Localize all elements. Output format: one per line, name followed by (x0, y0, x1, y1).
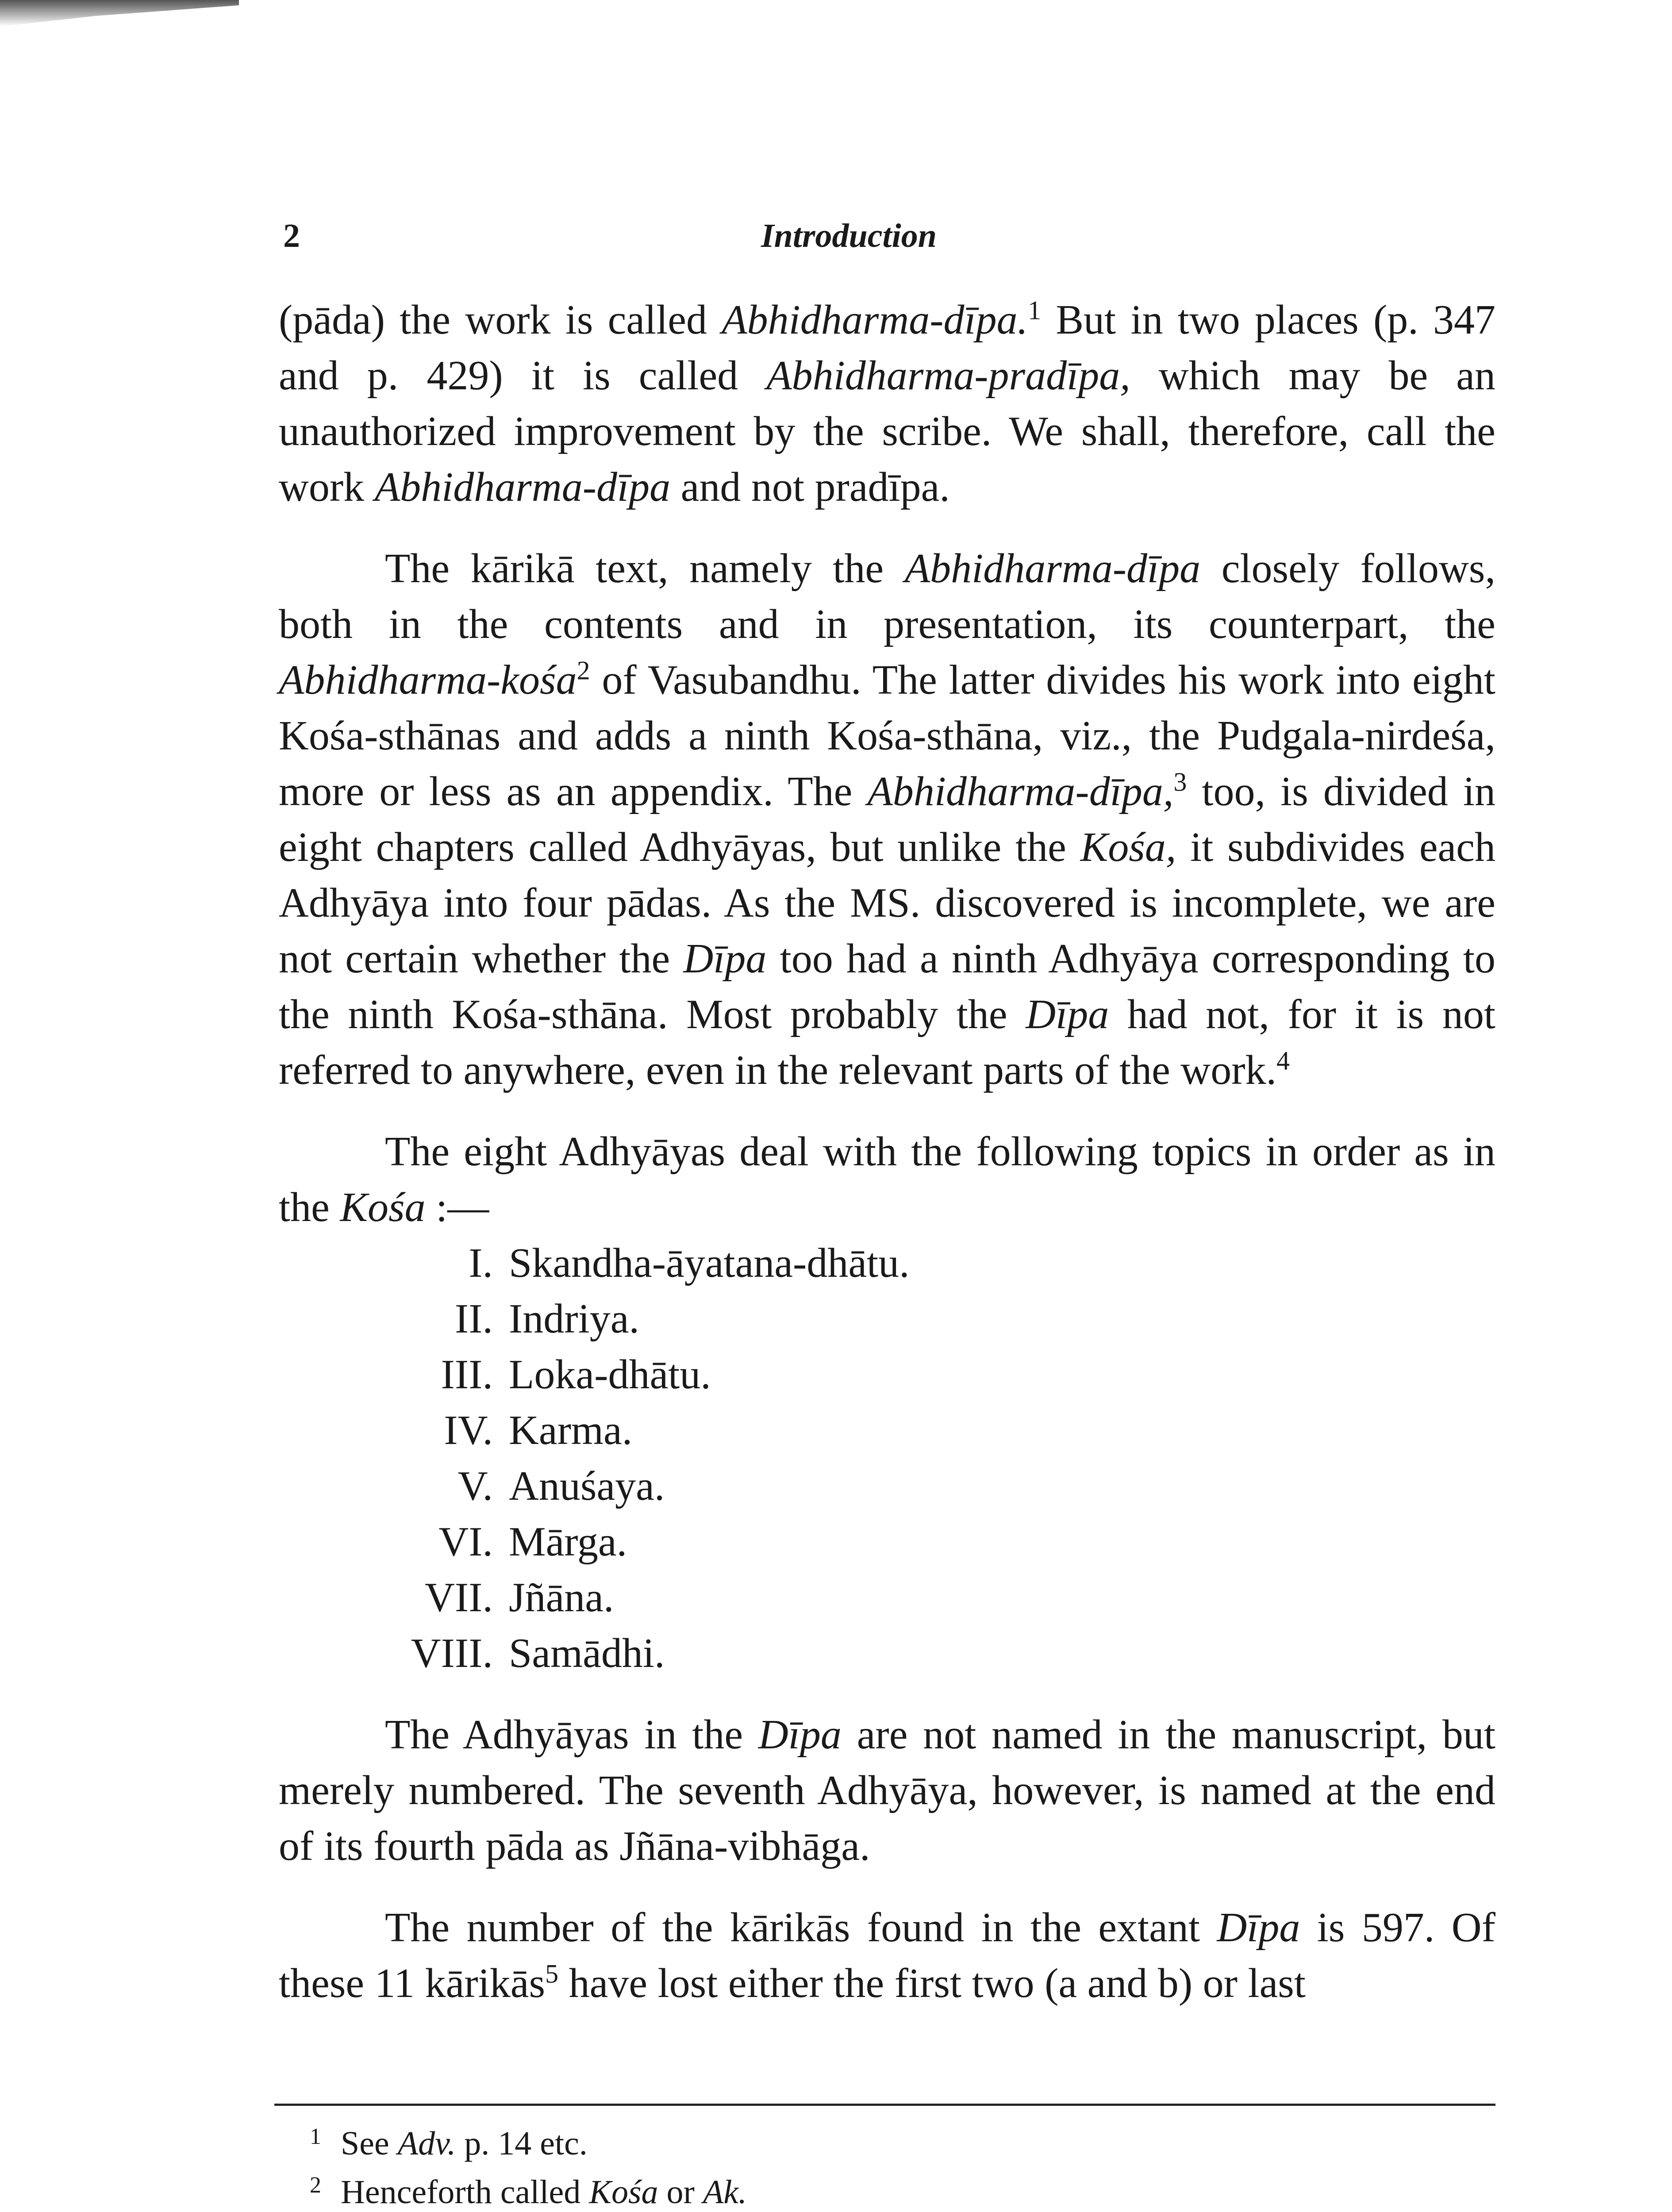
italic-title: Abhidharma-dīpa (374, 464, 671, 510)
italic-title: Abhidharma-dīpa, (867, 768, 1174, 814)
text-run: have lost either the first two (a and b) or last (558, 1960, 1306, 2006)
text-run: p. 14 etc. (456, 2125, 588, 2162)
footnote-ref: 2 (577, 656, 590, 685)
italic-title: Dīpa (1217, 1905, 1300, 1951)
roman-numeral: VII. (425, 1575, 493, 1621)
topic-name: Loka-dhātu. (509, 1352, 711, 1398)
topic-name: Skandha-āyatana-dhātu. (509, 1240, 910, 1286)
text-run: (pāda) the work is called (279, 297, 722, 343)
text-run: are not named in the manuscript, but merely numbered. The seventh Adhyāya, however, is named at the end of its fourth pāda as Jñāna-vibhāga. (279, 1712, 1495, 1869)
text-run: it subdivides each Adhyāya into four pādas. As the MS. discovered is incomplete, we are not certain whether the (279, 824, 1496, 982)
text-run: The eight Adhyāyas deal with the following topics in order as in the (279, 1129, 1495, 1230)
italic-abbrev: Kośa (589, 2174, 658, 2211)
footnote-mark: 1 (310, 2124, 321, 2149)
footnote-ref: 4 (1276, 1046, 1290, 1075)
text-run: But in two places (p. 347 and p. 429) it is called (279, 297, 1495, 399)
footnote-text (341, 2168, 747, 2212)
text-run: of Vasubandhu. The latter divides his work into eight Kośa-sthānas and adds a ninth Kośa-sthāna, viz., the Pudgala-nirdeśa, more or less as an appendix. The (279, 657, 1495, 814)
italic-title: Kośa (340, 1184, 426, 1230)
text-run: or (658, 2174, 703, 2211)
text-run: closely follows, both in the contents and in presentation, its counterpart, the (279, 545, 1495, 647)
list-item (279, 1514, 1495, 1570)
topic-name: Karma. (509, 1407, 633, 1453)
footnote-ref: 5 (545, 1959, 559, 1989)
list-item (279, 1570, 1495, 1625)
text-run: too had a ninth Adhyāya corresponding to the ninth Kośa-sthāna. Most probably the (279, 936, 1495, 1037)
paragraph-3 (279, 1124, 1495, 1235)
footnote-mark: 2 (310, 2173, 321, 2198)
italic-abbrev: Adv. (397, 2125, 456, 2162)
topic-name: Samādhi. (509, 1630, 665, 1676)
italic-title: Dīpa (683, 936, 767, 982)
text-run: The number of the kārikās found in the extant (385, 1905, 1217, 1951)
list-item (279, 1291, 1495, 1347)
paragraph-1 (279, 292, 1495, 515)
page-header (283, 217, 1487, 270)
topic-name: Anuśaya. (509, 1463, 665, 1509)
roman-numeral: IV. (444, 1407, 493, 1453)
text-run: See (341, 2125, 398, 2162)
italic-abbrev: Ak. (703, 2174, 747, 2211)
topic-name: Mārga. (509, 1519, 627, 1565)
adhyaya-topic-list (279, 1235, 1495, 1681)
roman-numeral: I. (469, 1240, 493, 1286)
text-run: had not, for it is not referred to anywhere, even in the relevant parts of the work. (279, 991, 1495, 1093)
text-run: too, is divided in eight chapters called Adhyāyas, but unlike the (279, 768, 1495, 870)
italic-title: Dīpa (758, 1712, 842, 1758)
paragraph-5 (279, 1900, 1495, 2011)
italic-title: Abhidharma-kośa (279, 657, 577, 703)
running-head: Introduction (761, 217, 937, 254)
italic-title: Abhidharma-dīpa. (722, 297, 1028, 343)
text-run: which may be an unauthorized improvement by the scribe. We shall, therefore, call the work (279, 353, 1495, 510)
topic-name: Indriya. (509, 1296, 639, 1342)
body-text (279, 292, 1495, 2037)
footnote-1 (310, 2119, 1487, 2168)
page-number: 2 (283, 217, 300, 254)
footnote-2 (310, 2168, 1487, 2212)
footnote-ref: 3 (1173, 767, 1187, 797)
footnote-text (341, 2119, 588, 2168)
roman-numeral: II. (454, 1296, 493, 1342)
italic-title: Abhidharma-pradīpa, (766, 353, 1130, 399)
italic-title: Kośa, (1080, 824, 1176, 870)
list-item (279, 1402, 1495, 1458)
italic-title: Abhidharma-dīpa (904, 545, 1201, 591)
footnotes (310, 2119, 1487, 2212)
italic-title: Dīpa (1026, 991, 1109, 1037)
paragraph-4 (279, 1707, 1495, 1874)
list-item (279, 1625, 1495, 1681)
list-item (279, 1347, 1495, 1402)
text-run: The kārikā text, namely the (385, 545, 905, 591)
list-item (279, 1458, 1495, 1514)
roman-numeral: III. (441, 1352, 493, 1398)
list-item (279, 1235, 1495, 1291)
footnote-divider (274, 2104, 1495, 2106)
text-run: and not pradīpa. (670, 464, 950, 510)
text-run: Henceforth called (341, 2174, 589, 2211)
text-run: is 597. Of these 11 kārikās (279, 1905, 1495, 2006)
text-run: :— (425, 1184, 489, 1230)
footnote-ref: 1 (1028, 296, 1042, 325)
scan-edge-shadow-top (0, 0, 239, 27)
roman-numeral: VIII. (411, 1630, 493, 1676)
paragraph-2 (279, 541, 1495, 1098)
roman-numeral: V. (457, 1463, 493, 1509)
roman-numeral: VI. (438, 1519, 493, 1565)
text-run: The Adhyāyas in the (385, 1712, 758, 1758)
topic-name: Jñāna. (509, 1575, 614, 1621)
